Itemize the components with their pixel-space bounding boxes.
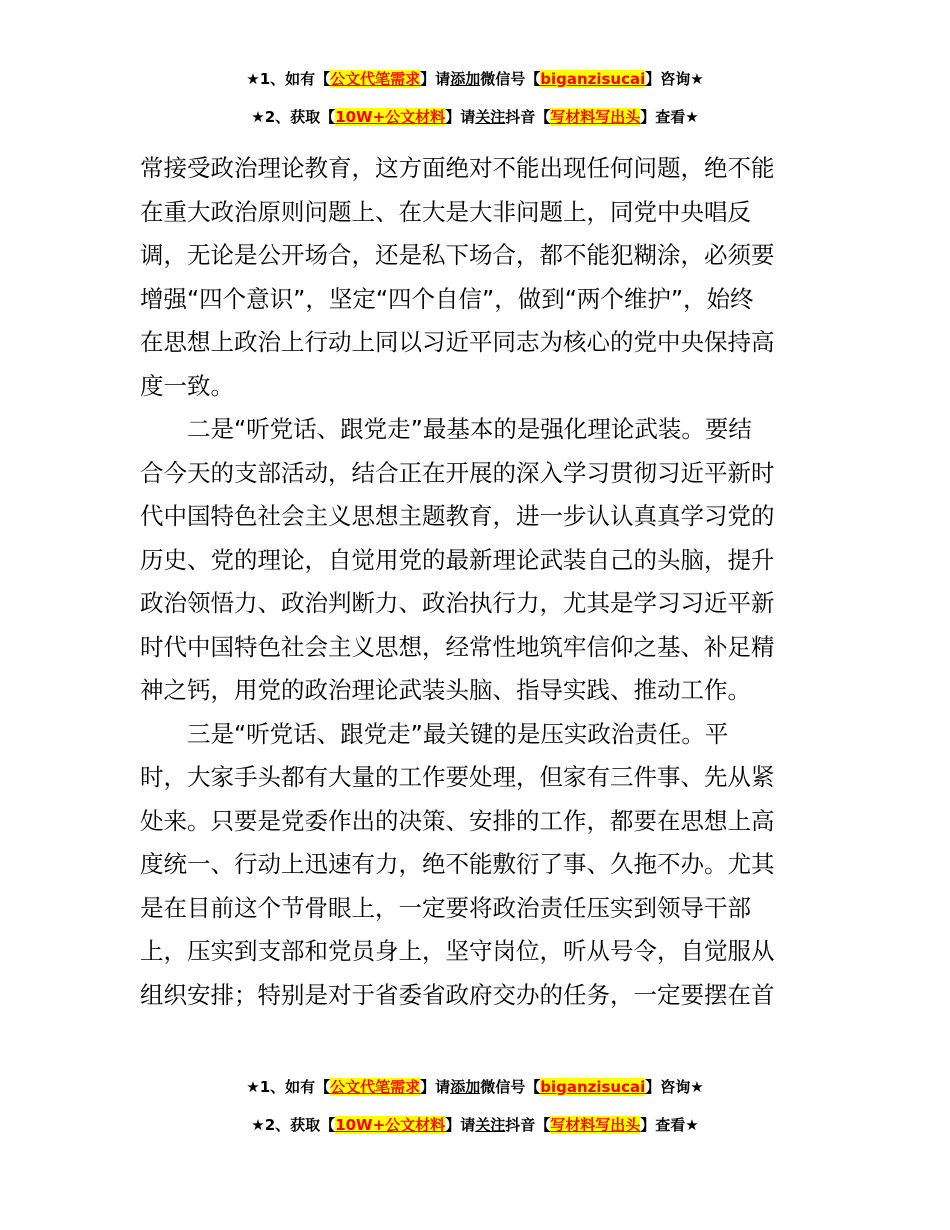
body-line: 度一致。 <box>140 371 234 400</box>
banner-text: 微信号【 <box>480 70 541 88</box>
banner-underlined-text: 关注 <box>475 108 506 126</box>
document-body <box>140 147 820 1017</box>
paragraph-start-line: 二是“听党话、跟党走”最基本的是强化理论武装。要结 <box>187 415 752 443</box>
body-line: 在思想上政治上行动上同以习近平同志为核心的党中央保持高 <box>140 328 775 356</box>
banner-text: ★1、如有【 <box>246 70 331 88</box>
banner-text: 】咨询★ <box>645 1078 704 1096</box>
body-line: 时，大家手头都有大量的工作要处理，但家有三件事、先从紧 <box>140 763 775 791</box>
body-line: 神之钙，用党的政治理论武装头脑、指导实践、推动工作。 <box>140 676 751 704</box>
body-line: 增强“四个意识”，坚定“四个自信”，做到“两个维护”，始终 <box>140 284 754 313</box>
body-line: 调，无论是公开场合，还是私下场合，都不能犯糊涂，必须要 <box>140 241 775 269</box>
banner-underlined-text: 添加 <box>450 70 481 88</box>
paragraph-start-line: 三是“听党话、跟党走”最关键的是压实政治责任。平 <box>187 719 729 748</box>
banner-text: 】请 <box>420 1078 451 1096</box>
banner-text: 】请 <box>420 70 451 88</box>
body-line: 度统一、行动上迅速有力，绝不能敷衍了事、久拖不办。尤其 <box>140 850 775 878</box>
banner-highlight[interactable]: 10W+公文材料 <box>335 1116 446 1134</box>
banner-text: 】请 <box>445 108 476 126</box>
body-line: 政治领悟力、政治判断力、政治执行力，尤其是学习习近平新 <box>140 589 775 617</box>
body-line: 上，压实到支部和党员身上，坚守岗位，听从号令，自觉服从 <box>140 937 775 965</box>
body-line: 在重大政治原则问题上、在大是大非问题上，同党中央唱反 <box>140 197 751 226</box>
banner-underlined-text: 关注 <box>475 1116 506 1134</box>
banner-text: ★2、获取【 <box>251 1116 336 1134</box>
banner-highlight-wechat-id[interactable]: biganzisucai <box>540 70 646 88</box>
banner-text: 微信号【 <box>480 1078 541 1096</box>
banner-text: 】咨询★ <box>645 70 704 88</box>
banner-highlight-douyin-account[interactable]: 写材料写出头 <box>550 1116 641 1134</box>
header-banner-line-1 <box>0 68 950 90</box>
banner-text: ★1、如有【 <box>246 1078 331 1096</box>
footer-banner-line-1 <box>0 1076 950 1098</box>
banner-text: ★2、获取【 <box>251 108 336 126</box>
banner-highlight-wechat-id[interactable]: biganzisucai <box>540 1078 646 1096</box>
body-line: 是在目前这个节骨眼上，一定要将政治责任压实到领导干部 <box>140 893 751 922</box>
body-line: 合今天的支部活动，结合正在开展的深入学习贯彻习近平新时 <box>140 458 775 487</box>
footer-banner-line-2 <box>0 1114 950 1136</box>
body-line: 代中国特色社会主义思想主题教育，进一步认认真真学习党的 <box>140 502 775 530</box>
banner-underlined-text: 添加 <box>450 1078 481 1096</box>
banner-text: 】查看★ <box>640 1116 699 1134</box>
banner-text: 抖音【 <box>505 1116 551 1134</box>
body-line: 处来。只要是党委作出的决策、安排的工作，都要在思想上高 <box>140 806 775 835</box>
banner-highlight[interactable]: 10W+公文材料 <box>335 108 446 126</box>
body-line: 组织安排；特别是对于省委省政府交办的任务，一定要摆在首 <box>140 980 775 1009</box>
body-line: 常接受政治理论教育，这方面绝对不能出现任何问题，绝不能 <box>140 154 775 182</box>
banner-text: 抖音【 <box>505 108 551 126</box>
banner-highlight[interactable]: 公文代笔需求 <box>330 70 421 88</box>
body-line: 时代中国特色社会主义思想，经常性地筑牢信仰之基、补足精 <box>140 632 775 661</box>
header-banner-line-2 <box>0 106 950 128</box>
banner-highlight[interactable]: 公文代笔需求 <box>330 1078 421 1096</box>
body-line: 历史、党的理论，自觉用党的最新理论武装自己的头脑，提升 <box>140 545 775 574</box>
banner-text: 】查看★ <box>640 108 699 126</box>
banner-text: 】请 <box>445 1116 476 1134</box>
banner-highlight-douyin-account[interactable]: 写材料写出头 <box>550 108 641 126</box>
